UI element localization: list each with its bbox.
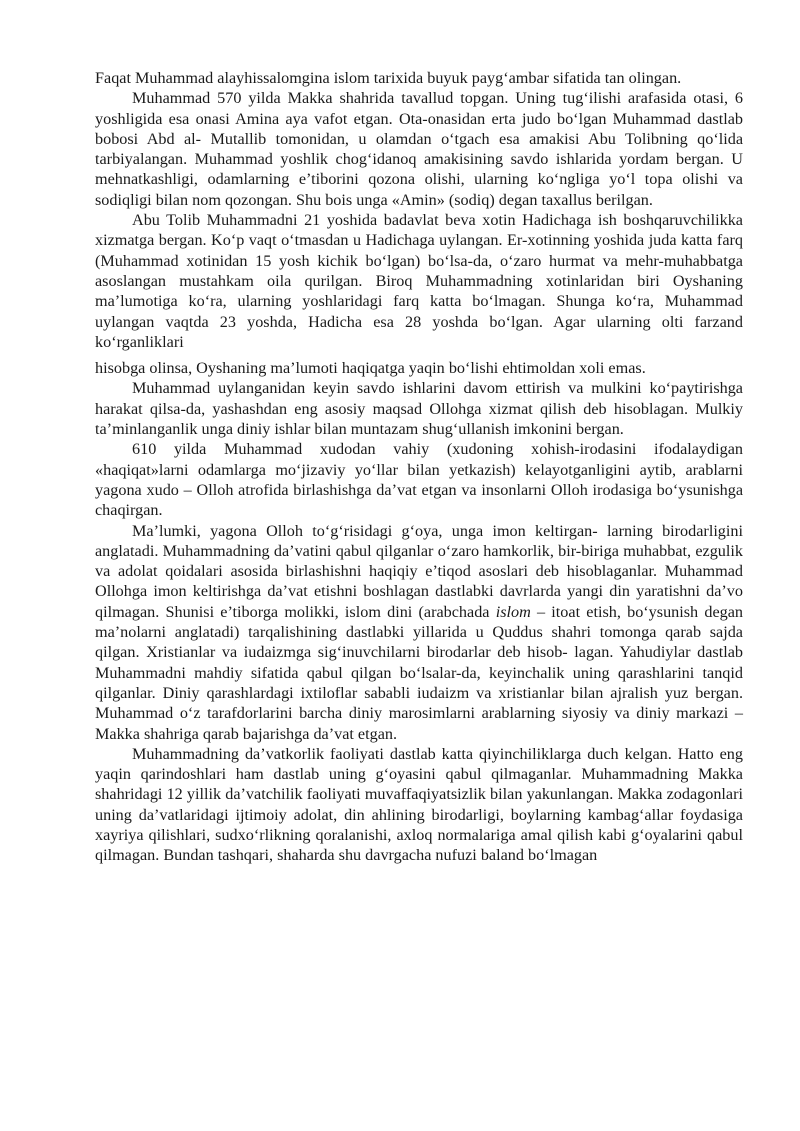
paragraph-text: Faqat Muhammad alayhissalomgina islom tarixida buyuk payg‘ambar sifatida tan olingan. bbox=[95, 69, 682, 87]
paragraph-text-after: – itoat etish, bo‘ysunish degan ma’nolarni anglatadi) tarqalishining dastlabki yillarida u Quddus shahri tomonga qarab sajda qilgan. Xristianlar va iudaizmga sig‘inuvchilarni birodarlar deb hisob- lagan. Yahudiylar dastlab Muhammadni mahdiy sifatida qabul qilgan bo‘lsalar-da, keyinchalik uning qarashlarini tanqid qilganlar. Diniy qarashlardagi ixtiloflar sababli iudaizm va xristianlar bilan ajralish yuz bergan. Muhammad o‘z tarafdorlarini barcha diniy marosimlarni arablarning siyosiy va diniy markazi – Makka shahriga qarab bajarishga da’vat etgan. bbox=[95, 602, 744, 743]
paragraph-text: Muhammad 570 yilda Makka shahrida tavallud topgan. Uning tug‘ilishi arafasida otasi, 6 yoshligida esa onasi Amina aya vafot etgan. Ota-onasidan erta judo bo‘lgan Muhammad dastlab bobosi Abd al- Mutallib tomonidan, u olamdan o‘tgach esa amakisi Abu Tolibning qo‘lida tarbiyalangan. Muhammad yoshlik chog‘idanoq amakisining savdo ishlarida yordam bergan. U mehnatkashligi, odamlarning e’tiborini qozona olishi, ularning ko‘ngliga yo‘l topa olishi va sodiqligi bilan nom qozongan. Shu bois unga «Amin» (sodiq) degan taxallus berilgan. bbox=[95, 89, 743, 209]
paragraph-trade bbox=[95, 378, 743, 439]
paragraph-text: Muhammad uylanganidan keyin savdo ishlarini davom ettirish va mulkini ko‘paytirishga harakat qilsa-da, yashashdan eng asosiy maqsad Ollohga xizmat qilish deb hisoblagan. Mulkiy ta’minlanganlik unga diniy ishlar bilan muntazam shug‘ullanish imkonini bergan. bbox=[95, 379, 743, 439]
emphasis-islom: islom bbox=[495, 602, 531, 621]
paragraph-preaching bbox=[95, 744, 743, 866]
paragraph-revelation bbox=[95, 439, 743, 520]
paragraph-text: Muhammadning da’vatkorlik faoliyati dastlab katta qiyinchiliklarga duch kelgan. Hatto eng yaqin qarindoshlari ham dastlab uning g‘oyasini qabul qilmaganlar. Muhammadning Makka shahridagi 12 yillik da’vatchilik faoliyati muvaffaqiyatsizlik bilan yakunlangan. Makka zodagonlari uning da’vatlaridagi ijtimoiy adolat, din ahlining birodarligi, boylarning kambag‘allar foydasiga xayriya qilishlari, sudxo‘rlikning qoralanishi, axloq normalariga amal qilish kabi g‘oyalarini qabul qilmagan. Bundan tashqari, shaharda shu davrgacha nufuzi baland bo‘lmagan bbox=[95, 744, 743, 865]
paragraph-marriage bbox=[95, 210, 743, 352]
paragraph-monotheism bbox=[95, 521, 743, 744]
paragraph-intro bbox=[95, 68, 743, 88]
paragraph-text: Abu Tolib Muhammadni 21 yoshida badavlat beva xotin Hadichaga ish boshqaruvchilikka xizmatga bergan. Ko‘p vaqt o‘tmasdan u Hadichaga uylangan. Er-xotinning yoshida juda katta farq (Muhammad xotinidan 15 yosh kichik bo‘lgan) bo‘lsa-da, o‘zaro hurmat va mehr-muhabbatga asoslangan mustahkam oila qurilgan. Biroq Muhammadning xotinlaridan biri Oyshaning ma’lumotiga ko‘ra, ularning yoshlaridagi farq katta bo‘lmagan. Shunga ko‘ra, Muhammad uylangan vaqtda 23 yoshda, Hadicha esa 28 yoshda bo‘lgan. Agar ularning olti farzand ko‘rganliklari bbox=[95, 211, 743, 351]
paragraph-birth bbox=[95, 88, 743, 210]
paragraph-text: hisobga olinsa, Oyshaning ma’lumoti haqiqatga yaqin bo‘lishi ehtimoldan xoli emas. bbox=[95, 359, 646, 378]
paragraph-text-before: Ma’lumki, yagona Olloh to‘g‘risidagi g‘oya, unga imon keltirgan- larning birodarligini anglatadi. Muhammadning da’vatini qabul qilganlar o‘zaro hamkorlik, bir-biriga muhabbat, ezgulik va adolat qoidalari asosida birlashishni haqiqiy e’tiqod asoslari deb hisoblaganlar. Muhammad Ollohga imon keltirishga da’vat etishni boshlagan dastlabki davrlarda yangi din yaratishni da’vo qilmagan. Shunisi e’tiborga molikki, islom dini (arabchada bbox=[95, 521, 743, 621]
paragraph-text: 610 yilda Muhammad xudodan vahiy (xudoning xohish-irodasini ifodalaydigan «haqiqat»larni odamlarga mo‘jizaviy yo‘llar bilan yetkazish) kelayotganligini aytib, arablarni yagona xudo – Olloh atrofida birlashishga da’vat etgan va insonlarni Olloh irodasiga bo‘ysunishga chaqirgan. bbox=[95, 440, 743, 520]
paragraph-marriage-continued bbox=[95, 358, 743, 378]
